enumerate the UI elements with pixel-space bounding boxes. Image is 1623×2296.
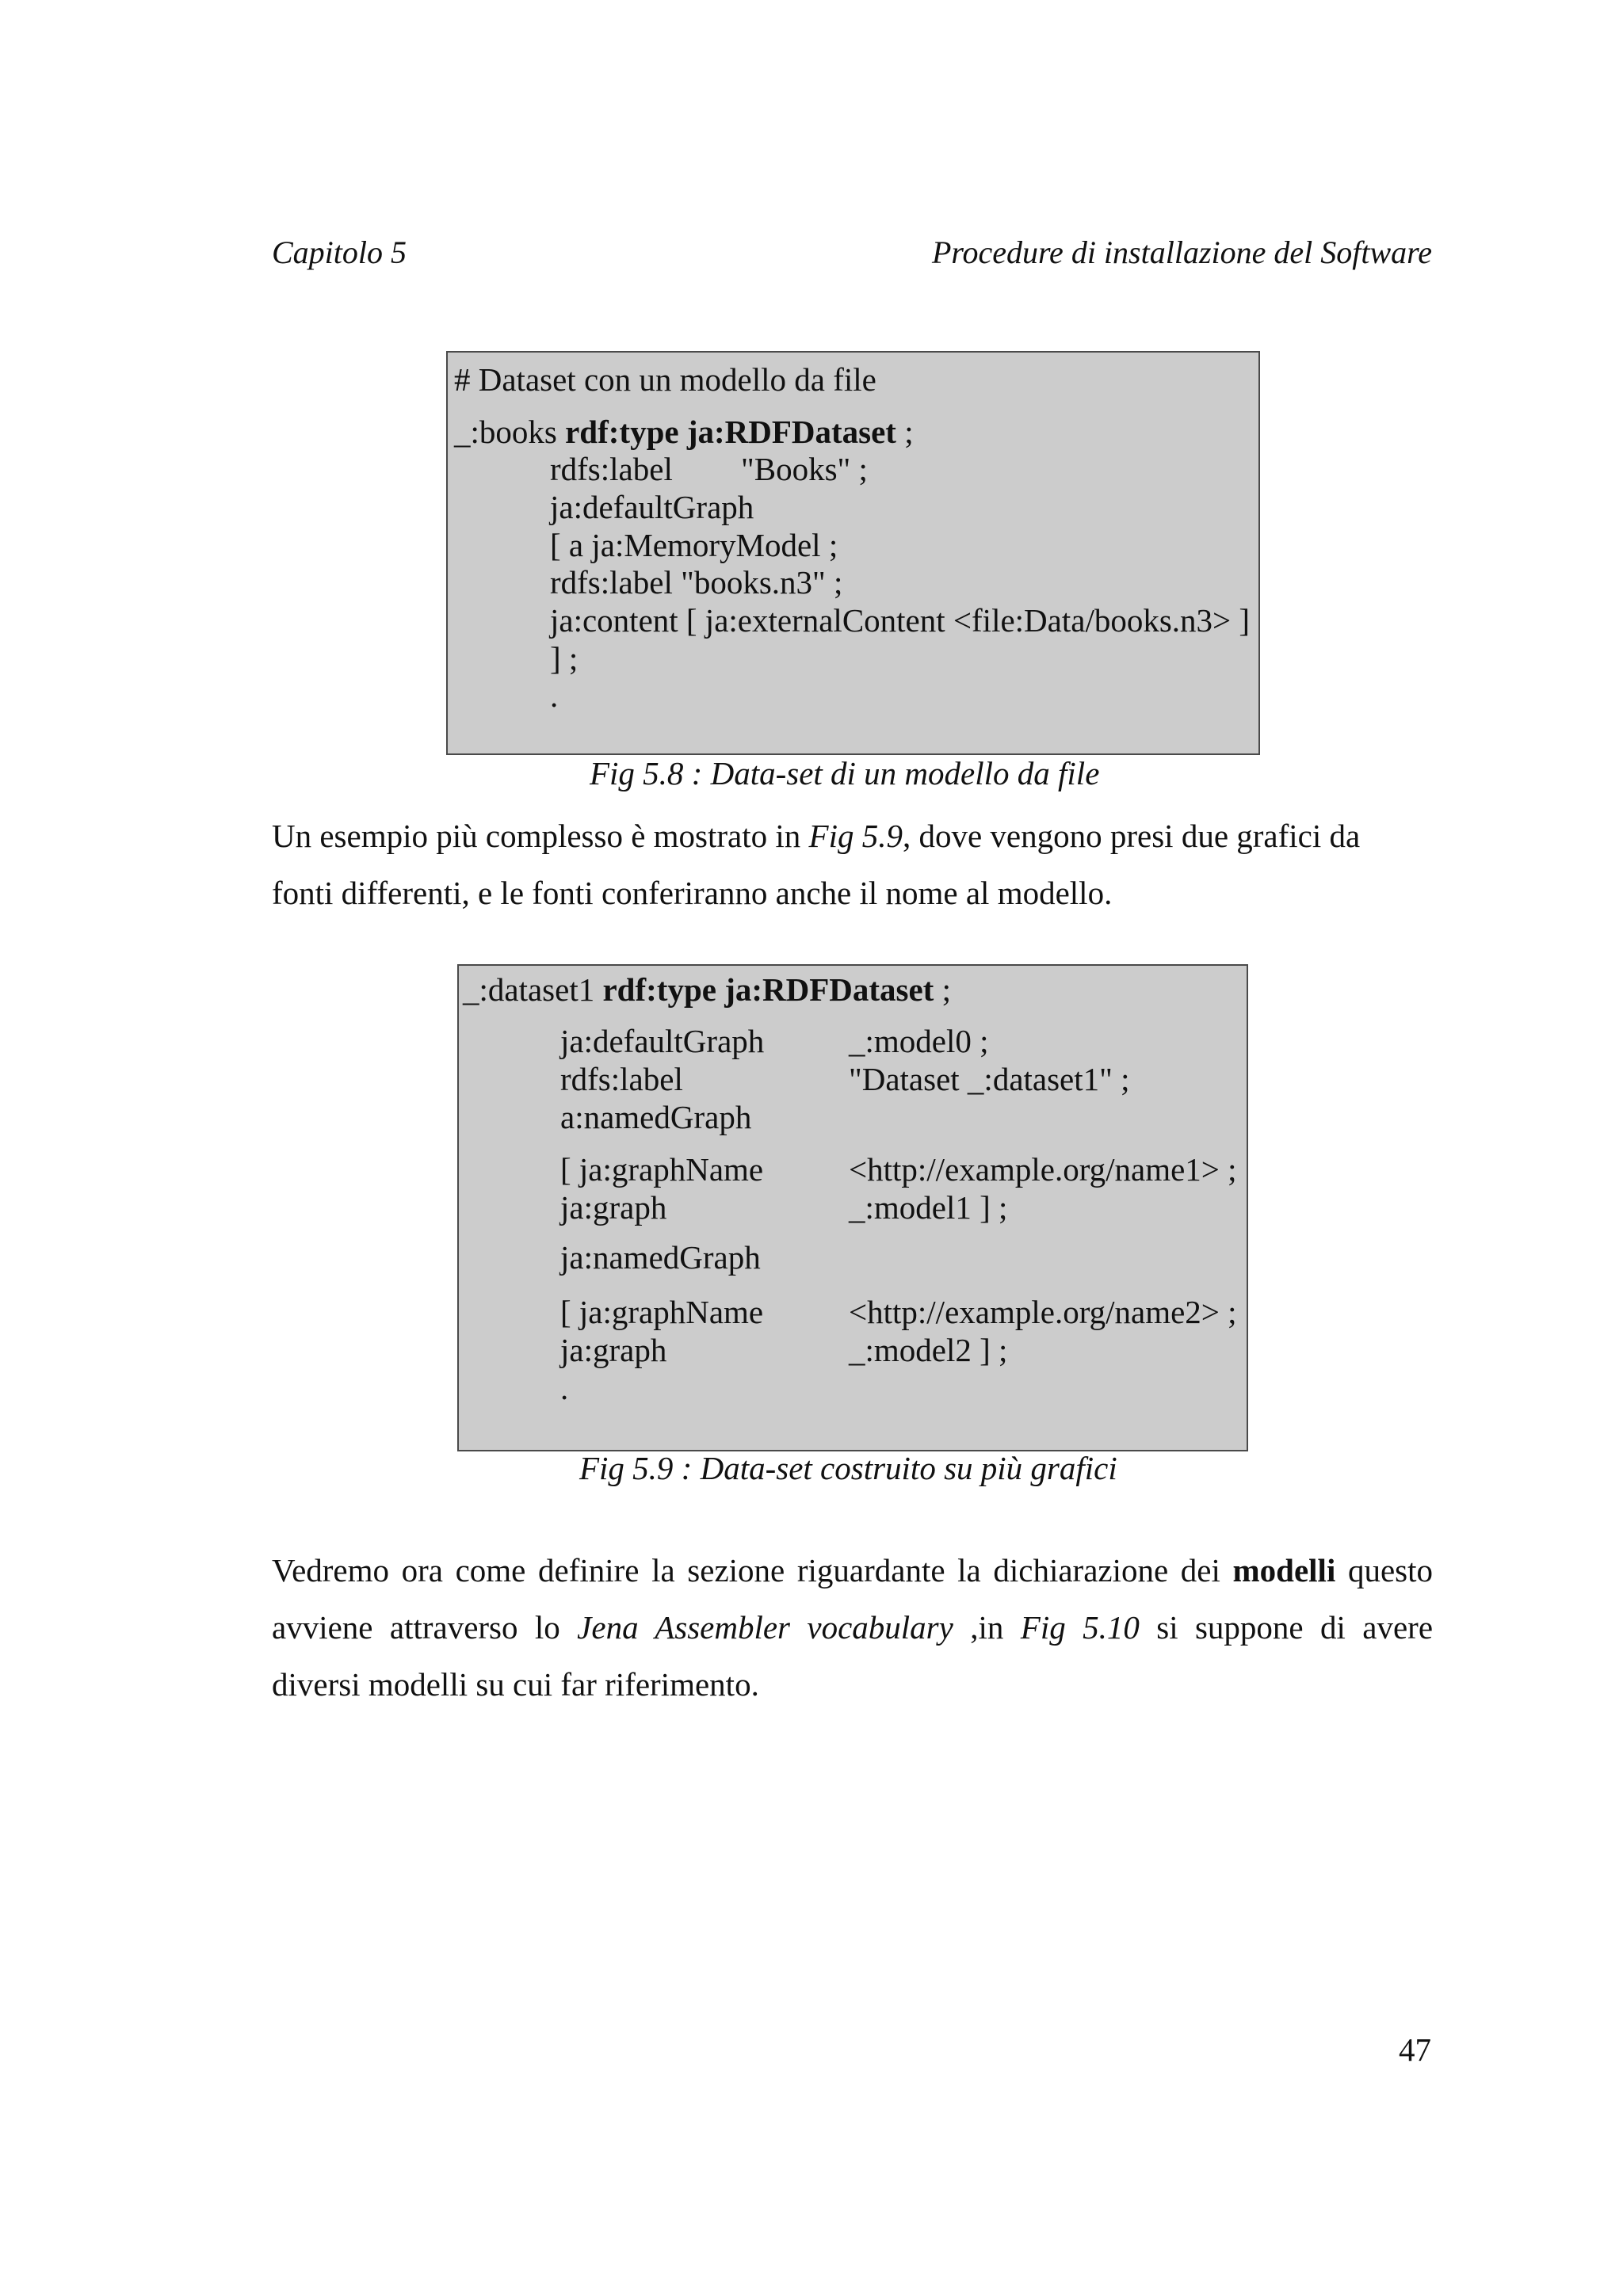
code-value: _:model2 ] ; bbox=[849, 1332, 1008, 1368]
paragraph-line: fonti differenti, e le fonti conferiranno anche il nome al modello. bbox=[272, 875, 1113, 911]
code-line: [ a ja:MemoryModel ; bbox=[550, 527, 838, 563]
code-line: ja:content [ ja:externalContent <file:Data/books.n3> ] bbox=[550, 602, 1251, 639]
text-run: questo bbox=[1347, 1552, 1434, 1589]
code-key: ja:namedGraph bbox=[560, 1239, 761, 1276]
paragraph-line: diversi modelli su cui far riferimento. bbox=[272, 1666, 759, 1703]
code-subject: _:dataset1 bbox=[463, 971, 595, 1008]
code-comment: # Dataset con un modello da file bbox=[454, 361, 876, 398]
text-run: , dove vengono presi due grafici da bbox=[902, 818, 1361, 854]
figure-reference: Fig 5.10 bbox=[1020, 1609, 1140, 1646]
code-key: a:namedGraph bbox=[560, 1099, 752, 1135]
figure-caption-fig58: Fig 5.8 : Data-set di un modello da file bbox=[590, 755, 1100, 791]
figure-reference: Fig 5.9 bbox=[808, 818, 903, 854]
code-key: ja:defaultGraph bbox=[560, 1023, 765, 1059]
code-line: rdfs:label "books.n3" ; bbox=[550, 564, 843, 601]
code-end: . bbox=[560, 1370, 569, 1406]
section-header: Procedure di installazione del Software bbox=[931, 235, 1432, 270]
text-run: avviene attraverso lo bbox=[272, 1609, 560, 1646]
code-key: ja:graph bbox=[560, 1332, 667, 1368]
text-run: si suppone di avere bbox=[1156, 1609, 1434, 1646]
code-value: <http://example.org/name2> ; bbox=[849, 1294, 1237, 1330]
code-line: ] ; bbox=[550, 640, 579, 677]
code-subject: _:books bbox=[454, 414, 557, 450]
code-predicate: rdf:type ja:RDFDataset bbox=[565, 414, 896, 450]
code-box-fig59 bbox=[457, 964, 1248, 1451]
paragraph-models bbox=[272, 1542, 1433, 1713]
code-label-value: "Books" ; bbox=[741, 451, 868, 487]
code-value: _:model0 ; bbox=[849, 1023, 989, 1059]
text-run: ,in bbox=[970, 1609, 1004, 1646]
code-key: [ ja:graphName bbox=[560, 1294, 764, 1330]
code-value: <http://example.org/name1> ; bbox=[849, 1151, 1237, 1188]
paragraph-intro bbox=[272, 807, 1433, 921]
code-line: . bbox=[550, 677, 559, 714]
code-key: rdfs:label bbox=[560, 1061, 683, 1097]
italic-term: Jena Assembler vocabulary bbox=[577, 1609, 953, 1646]
chapter-header: Capitolo 5 bbox=[272, 235, 407, 270]
code-subject-line bbox=[454, 413, 914, 451]
code-terminator: ; bbox=[904, 414, 914, 450]
code-label-key: rdfs:label bbox=[550, 451, 673, 487]
page-number: 47 bbox=[1399, 2031, 1431, 2068]
code-box-fig58 bbox=[446, 351, 1260, 755]
text-run: Vedremo ora come definire la sezione riguardante la dichiarazione dei bbox=[272, 1552, 1220, 1589]
text-run: Un esempio più complesso è mostrato in bbox=[272, 818, 809, 854]
code-predicate: rdf:type ja:RDFDataset bbox=[602, 971, 934, 1008]
figure-caption-fig59: Fig 5.9 : Data-set costruito su più grafici bbox=[579, 1450, 1117, 1486]
code-key: ja:graph bbox=[560, 1189, 667, 1226]
paragraph-line bbox=[272, 807, 1433, 864]
paragraph-line bbox=[272, 1542, 1433, 1599]
code-terminator: ; bbox=[941, 971, 951, 1008]
code-subject-line bbox=[463, 971, 951, 1009]
code-value: _:model1 ] ; bbox=[849, 1189, 1008, 1226]
code-line: ja:defaultGraph bbox=[550, 489, 754, 525]
paragraph-line bbox=[272, 1599, 1433, 1656]
code-key: [ ja:graphName bbox=[560, 1151, 764, 1188]
code-value: "Dataset _:dataset1" ; bbox=[849, 1061, 1130, 1097]
bold-term: modelli bbox=[1232, 1552, 1336, 1589]
